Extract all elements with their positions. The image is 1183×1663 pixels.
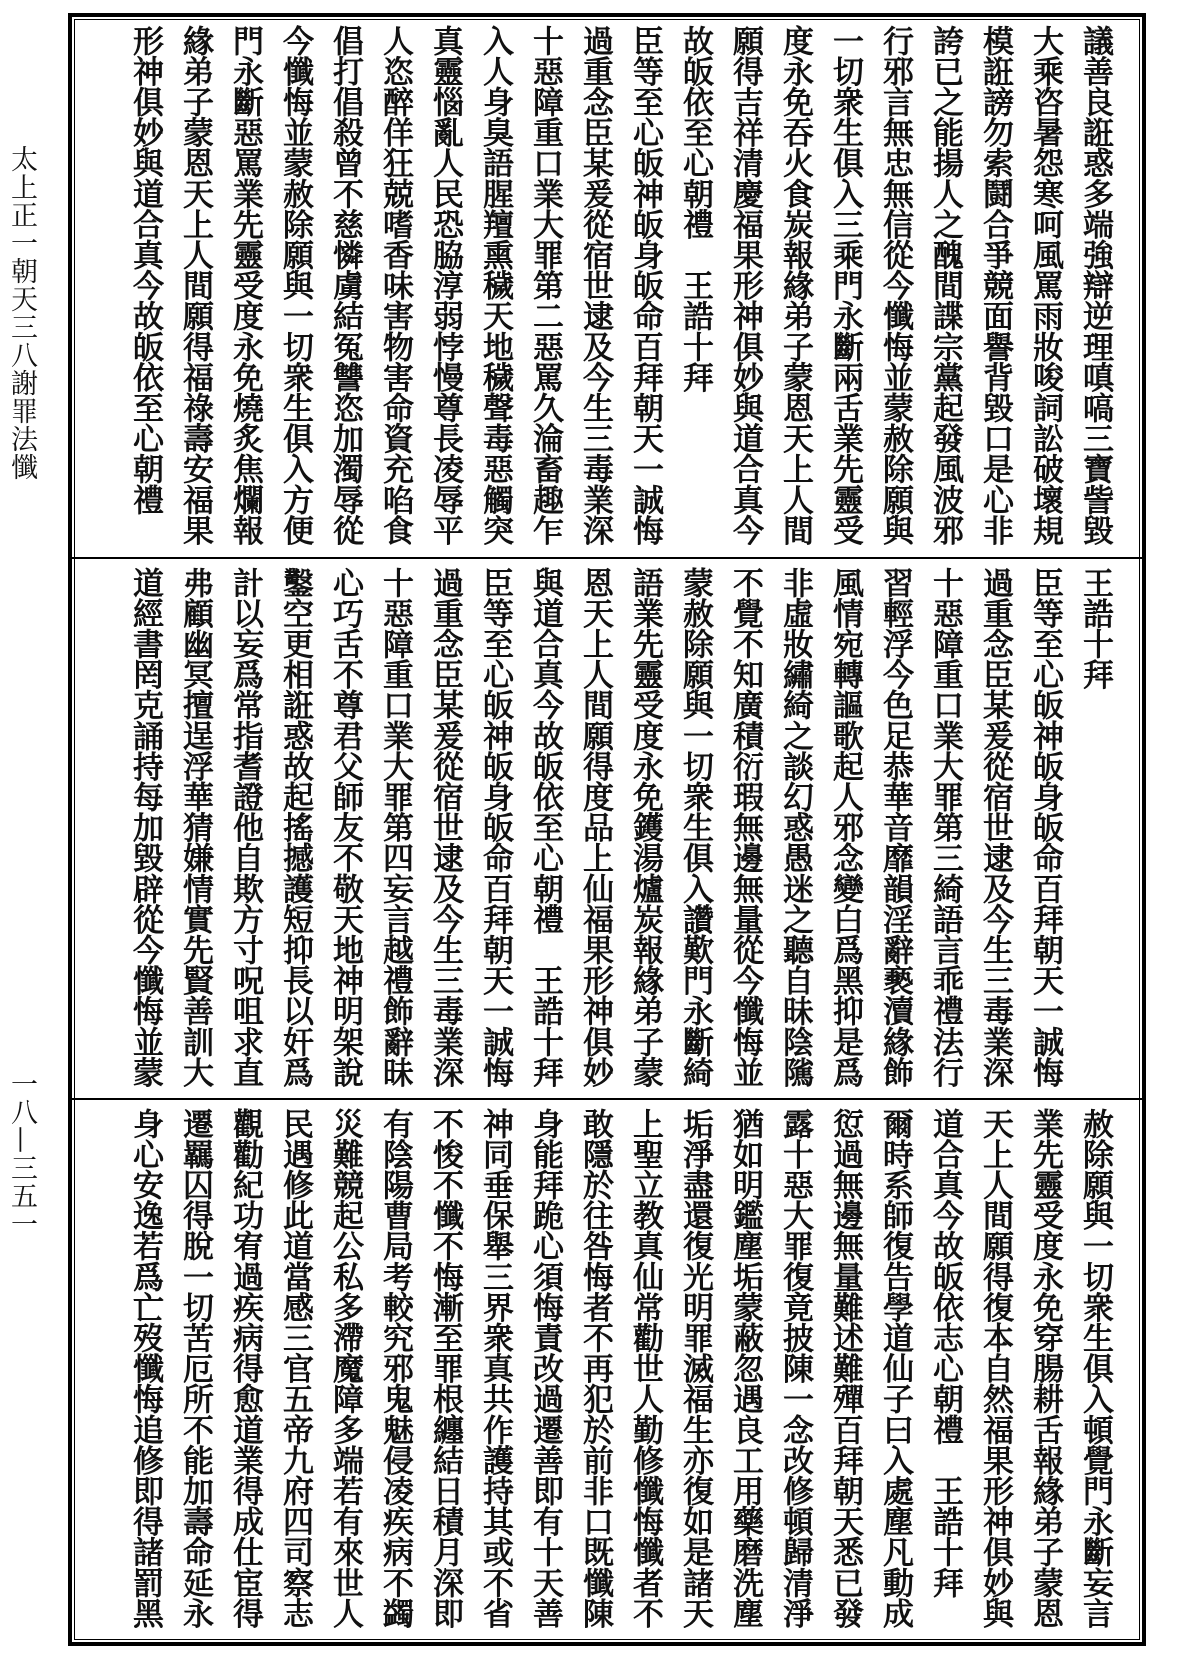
text-column: 弗顧幽冥擅逞浮華猜嫌情實先賢善訓大 (177, 567, 213, 1087)
text-column: 王誥十拜 (1077, 567, 1113, 690)
text-column: 人恣醉佯狂兢嗜香味害物害命資充啗食 (377, 25, 413, 545)
text-column: 災難競起公私多滯魔障多端若有來世人 (327, 1108, 363, 1628)
text-column: 業先靈受度永免穿腸耕舌報緣弟子蒙恩 (1027, 1108, 1063, 1628)
text-column: 門永斷惡罵業先靈受度永免燒炙焦爛報 (227, 25, 263, 545)
book-title-margin: 太上正一朝天三八謝罪法懺 (6, 145, 37, 481)
text-panel-top (72, 17, 1142, 559)
text-column: 身心安逸若爲亡歿懺悔追修即得諸罰黑 (127, 1108, 163, 1628)
text-column: 形神俱妙與道合真今故皈依至心朝禮 (127, 25, 163, 515)
text-column: 上聖立教真仙常勸世人勤修懺悔懺者不 (627, 1108, 663, 1628)
text-column: 十惡障重口業大罪第四妄言越禮飾辭昧 (377, 567, 413, 1087)
text-column: 習輕浮今色足恭華音靡韻淫辭褻瀆緣飾 (877, 567, 913, 1087)
text-column: 過重念臣某爰從宿世逮及今生三毒業深 (977, 567, 1013, 1087)
text-column: 遷羈囚得脫一切苦厄所不能加壽命延永 (177, 1108, 213, 1628)
text-column: 身能拜跪心須悔責改過遷善即有十天善 (527, 1108, 563, 1628)
text-column: 猶如明鑑塵垢蒙蔽忽遇良工用藥磨洗塵 (727, 1108, 763, 1628)
text-column: 民遇修此道當感三官五帝九府四司察志 (277, 1108, 313, 1628)
text-column: 心巧舌不尊君父師友不敬天地神明架說 (327, 567, 363, 1087)
text-panel-middle (72, 559, 1142, 1100)
text-column: 鑿空更相誑惑故起搖撼護短抑長以奸爲 (277, 567, 313, 1087)
text-column: 願得吉祥清慶福果形神俱妙與道合真今 (727, 25, 763, 545)
text-panel-bottom (72, 1100, 1142, 1640)
text-column: 誇已之能揚人之醜間諜宗黨起發風波邪 (927, 25, 963, 545)
text-column: 愆過無邊無量難述難殫百拜朝天悉已發 (827, 1108, 863, 1628)
text-column: 觀勸紀功宥過疾病得愈道業得成仕宦得 (227, 1108, 263, 1628)
text-column: 度永免吞火食炭報緣弟子蒙恩天上人間 (777, 25, 813, 545)
page-number-margin: 一八—三五一 (6, 1070, 37, 1238)
text-column: 不覺不知廣積衍瑕無邊無量從今懺悔並 (727, 567, 763, 1087)
text-column: 非虛妝繡綺之談幻惑愚迷之聽自昧陰隲 (777, 567, 813, 1087)
text-column: 計以妄爲常指耆證他自欺方寸呪咀求直 (227, 567, 263, 1087)
text-column: 議善良誑惑多端強辯逆理嗔嗃三寶訾毀 (1077, 25, 1113, 545)
text-column: 倡打倡殺曾不慈憐虜結冤讐恣加濁辱從 (327, 25, 363, 545)
text-column: 天上人間願得復本自然福果形神俱妙與 (977, 1108, 1013, 1628)
text-column: 臣等至心皈神皈身皈命百拜朝天一誠悔 (477, 567, 513, 1087)
column-group-top (120, 25, 1120, 550)
text-column: 模誑謗勿索鬪合爭競面譽背毀口是心非 (977, 25, 1013, 545)
text-column: 與道合真今故皈依至心朝禮 王誥十拜 (527, 567, 563, 1087)
text-column: 真靈惱亂人民恐脇淳弱悖慢尊長凌辱平 (427, 25, 463, 545)
text-column: 敢隱於往咎悔者不再犯於前非口既懺陳 (577, 1108, 613, 1628)
text-column: 神同垂保舉三界衆真共作護持其或不省 (477, 1108, 513, 1628)
text-column: 臣等至心皈神皈身皈命百拜朝天一誠悔 (627, 25, 663, 545)
text-column: 不悛不懺不悔漸至罪根纏結日積月深即 (427, 1108, 463, 1628)
text-column: 有陰陽曹局考較究邪鬼魅侵凌疾病不蠲 (377, 1108, 413, 1628)
text-column: 過重念臣某爰從宿世逮及今生三毒業深 (427, 567, 463, 1087)
text-column: 十惡障重口業大罪第二惡罵久淪畜趣乍 (527, 25, 563, 545)
text-column: 道經書罔克誦持每加毀辟從今懺悔並蒙 (127, 567, 163, 1087)
text-column: 臣等至心皈神皈身皈命百拜朝天一誠悔 (1027, 567, 1063, 1087)
text-column: 風情宛轉謳歌起人邪念變白爲黑抑是爲 (827, 567, 863, 1087)
column-group-middle (120, 567, 1120, 1092)
text-column: 今懺悔並蒙赦除願與一切衆生俱入方便 (277, 25, 313, 545)
text-column: 語業先靈受度永免鑊湯爐炭報緣弟子蒙 (627, 567, 663, 1087)
column-group-bottom (120, 1108, 1120, 1633)
text-column: 赦除願與一切衆生俱入頓覺門永斷妄言 (1077, 1108, 1113, 1628)
text-column: 露十惡大罪復竟披陳一念改修頓歸清淨 (777, 1108, 813, 1628)
text-column: 行邪言無忠無信從今懺悔並蒙赦除願與 (877, 25, 913, 545)
text-column: 恩天上人間願得度品上仙福果形神俱妙 (577, 567, 613, 1087)
text-column: 爾時系師復告學道仙子曰入處塵凡動成 (877, 1108, 913, 1628)
text-column: 故皈依至心朝禮 王誥十拜 (677, 25, 713, 393)
text-column: 十惡障重口業大罪第三綺語言乖禮法行 (927, 567, 963, 1087)
text-column: 蒙赦除願與一切衆生俱入讚歎門永斷綺 (677, 567, 713, 1087)
text-column: 入人身臭語腥羶熏穢天地穢聲毒惡觸突 (477, 25, 513, 545)
text-column: 緣弟子蒙恩天上人間願得福祿壽安福果 (177, 25, 213, 545)
text-column: 大乘咨暑怨寒呵風罵雨妝唆詞訟破壞規 (1027, 25, 1063, 545)
text-column: 一切衆生俱入三乘門永斷兩舌業先靈受 (827, 25, 863, 545)
text-column: 道合真今故皈依志心朝禮 王誥十拜 (927, 1108, 963, 1598)
text-column: 過重念臣某爰從宿世逮及今生三毒業深 (577, 25, 613, 545)
text-column: 垢淨盡還復光明罪滅福生亦復如是諸天 (677, 1108, 713, 1628)
